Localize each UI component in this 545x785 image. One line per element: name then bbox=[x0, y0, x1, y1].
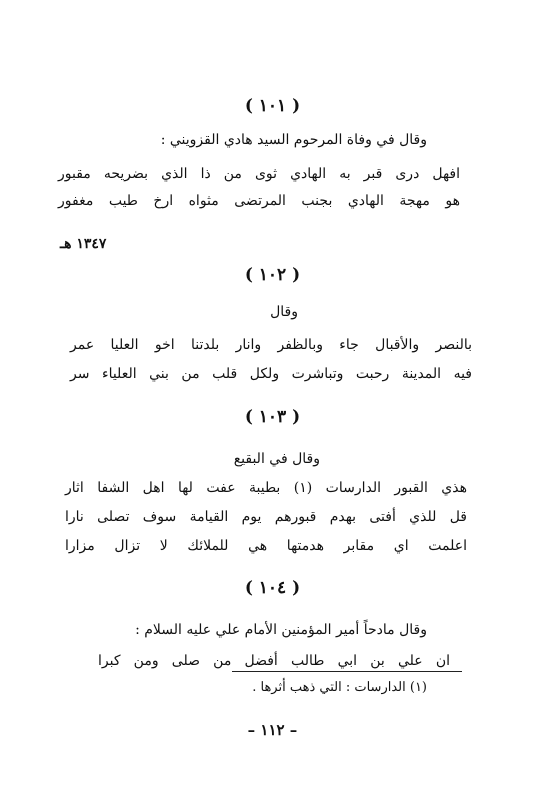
verse-line: ان علي بن ابي طالب أفضل من صلى ومن كبرا bbox=[98, 653, 450, 669]
verse-line: افهل درى قبر به الهادي ثوى من ذا الذي بضريحه مقبور bbox=[58, 166, 460, 182]
poem-intro-104: وقال مادحاً أمير المؤمنين الأمام علي عليه السلام : bbox=[135, 622, 427, 638]
footnote: (١) الدارسات : التي ذهب أثرها . bbox=[252, 680, 427, 695]
poem-number-103: ( ١٠٣ ) bbox=[244, 407, 301, 427]
verse-line: قل للذي أفتى بهدم قبورهم يوم القيامة سوف تصلى نارا bbox=[65, 509, 467, 525]
poem-intro-102: وقال bbox=[270, 304, 298, 320]
poem-intro-101: وقال في وفاة المرحوم السيد هادي القزويني : bbox=[160, 132, 427, 148]
verse-line: فيه المدينة رحبت وتباشرت ولكل قلب من بني العلياء سر bbox=[70, 366, 472, 382]
verse-line: هذي القبور الدارسات (١) بطيبة عفت لها اهل الشفا اثار bbox=[65, 480, 467, 496]
poem-number-102: ( ١٠٢ ) bbox=[244, 265, 301, 285]
poem-number-101: ( ١٠١ ) bbox=[244, 96, 301, 116]
verse-line: بالنصر والأقبال جاء وبالظفر وانار بلدتنا اخو العليا عمر bbox=[70, 337, 472, 353]
verse-line: هو مهجة الهادي بجنب المرتضى مثواه ارخ طيب مغفور bbox=[58, 193, 460, 209]
poem-date: ١٣٤٧ هـ bbox=[60, 236, 107, 252]
page-number: – ١١٢ – bbox=[247, 721, 298, 739]
footnote-divider bbox=[232, 671, 462, 672]
poem-number-104: ( ١٠٤ ) bbox=[244, 578, 301, 598]
poem-intro-103: وقال في البقيع bbox=[233, 451, 320, 467]
verse-line: اعلمت اي مقابر هدمتها هي للملائك لا تزال مزارا bbox=[65, 538, 467, 554]
